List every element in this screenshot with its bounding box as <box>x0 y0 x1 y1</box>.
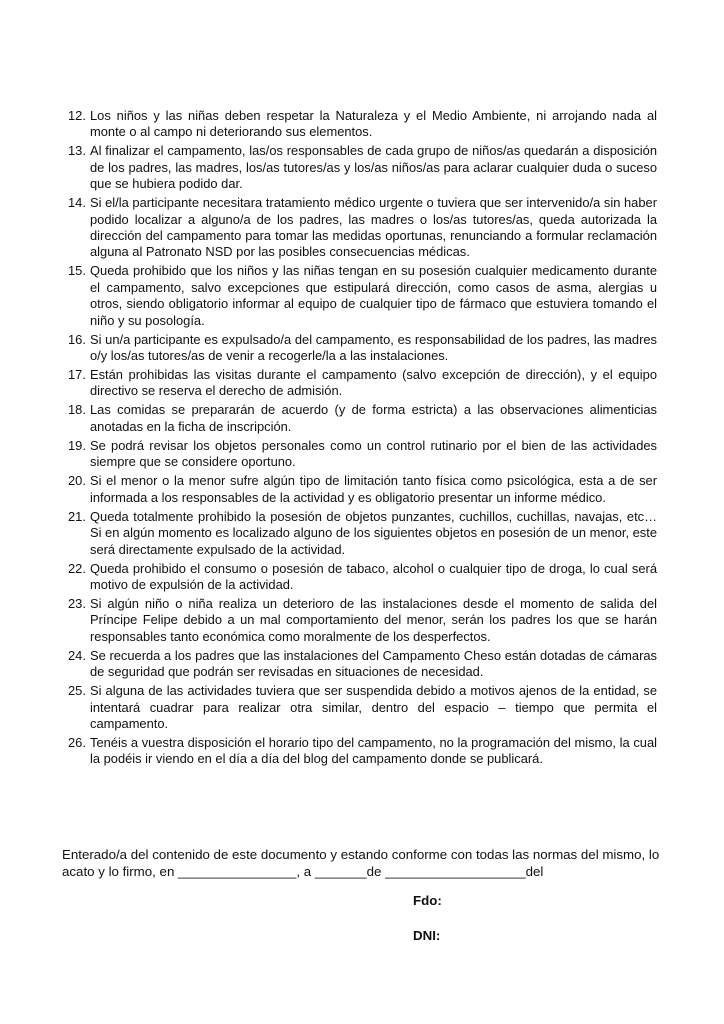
rule-item <box>68 648 657 681</box>
rule-item <box>68 735 657 768</box>
rule-number: 25. <box>68 683 86 699</box>
rule-number: 22. <box>68 560 86 576</box>
rule-item <box>68 195 657 261</box>
rule-number: 19. <box>68 437 86 453</box>
rule-text: Están prohibidas las visitas durante el campamento (salvo excepción de dirección), y el equipo directivo se reserva el derecho de admisión. <box>90 367 657 399</box>
rule-text: Tenéis a vuestra disposición el horario tipo del campamento, no la programación del mismo, la cual la podéis ir viendo en el día a día del blog del campamento donde se publicará. <box>90 734 657 767</box>
rule-number: 16. <box>68 331 86 347</box>
rule-item <box>68 683 657 732</box>
rule-text: Los niños y las niñas deben respetar la Naturaleza y el Medio Ambiente, ni arrojando nada al monte o al campo ni deteriorando sus elementos. <box>90 108 657 140</box>
rule-number: 17. <box>68 367 86 383</box>
rule-item <box>68 402 657 435</box>
rule-item <box>68 438 657 471</box>
rule-item <box>68 561 657 594</box>
rule-number: 13. <box>68 143 86 159</box>
rule-text: Al finalizar el campamento, las/os responsables de cada grupo de niños/as quedarán a disposición de los padres, las madres, los/as tutores/as y los/as niños/as para aclarar cualquier duda o suceso que se hubiera podido dar. <box>90 143 657 192</box>
signature-label: Fdo: <box>413 893 442 908</box>
rules-list <box>68 108 657 770</box>
rule-text: Si el/la participante necesitara tratamiento médico urgente o tuviera que ser intervenido/a sin haber podido localizar a alguno/a de los padres, las madres o los/as tutores/as, queda autorizada la dirección del campamento para tomar las medidas oportunas, renunciando a formular reclamación alguna al Patronato NSD por las posibles consecuencias médicas. <box>90 195 657 260</box>
rule-item <box>68 108 657 141</box>
rule-item <box>68 596 657 645</box>
rule-number: 15. <box>68 263 86 279</box>
rule-text: Si un/a participante es expulsado/a del campamento, es responsabilidad de los padres, las madres o/y los/as tutores/as de venir a recogerle/la a las instalaciones. <box>90 331 657 364</box>
rule-text: Queda prohibido el consumo o posesión de tabaco, alcohol o cualquier tipo de droga, lo cual será motivo de expulsión de la actividad. <box>90 560 657 592</box>
rule-number: 24. <box>68 647 86 663</box>
rule-text: Si alguna de las actividades tuviera que ser suspendida debido a motivos ajenos de la entidad, se intentará cuadrar para realizar otra similar, dentro del espacio – tiempo que permita el campamento. <box>90 683 657 731</box>
rule-item <box>68 367 657 400</box>
rule-number: 12. <box>68 108 86 123</box>
rule-text: Queda totalmente prohibido la posesión de objetos punzantes, cuchillos, cuchillas, navajas, etc…Si en algún momento es localizado alguno de los siguientes objetos en posesión de un menor, este será directamente expulsado de la actividad. <box>90 508 657 557</box>
rule-number: 21. <box>68 508 86 524</box>
consent-statement: Enterado/a del contenido de este documento y estando conforme con todas las normas del mismo, lo acato y lo firmo, en ________________, a _______de ___________________del <box>62 847 660 879</box>
rule-item <box>68 143 657 192</box>
rule-item <box>68 509 657 558</box>
rule-text: Se podrá revisar los objetos personales como un control rutinario por el bien de las actividades siempre que se considere oportuno. <box>90 437 657 470</box>
rule-text: Si el menor o la menor sufre algún tipo de limitación tanto física como psicológica, esta a de ser informada a los responsables de la actividad y es obligatorio presentar un informe médico. <box>90 473 657 505</box>
dni-label: DNI: <box>413 928 441 943</box>
rule-text: Queda prohibido que los niños y las niñas tengan en su posesión cualquier medicamento durante el campamento, salvo excepciones que estipulará dirección, como casos de asma, alergias u otros, siendo obligatorio informar al equipo de cualquier tipo de fármaco que estuviera tomando el niño y su posología. <box>90 263 657 328</box>
rule-number: 26. <box>68 734 86 750</box>
rule-number: 18. <box>68 402 86 418</box>
rule-number: 20. <box>68 473 86 489</box>
rule-text: Si algún niño o niña realiza un deterioro de las instalaciones desde el momento de salida del Príncipe Felipe debido a un mal comportamiento del menor, serán los padres los que se harán responsables tanto económica como moralmente de los desperfectos. <box>90 595 657 644</box>
rule-item <box>68 263 657 329</box>
rule-item <box>68 473 657 506</box>
rule-text: Las comidas se prepararán de acuerdo (y de forma estricta) a las observaciones alimenticias anotadas en la ficha de inscripción. <box>90 402 657 434</box>
rule-item <box>68 332 657 365</box>
rule-number: 14. <box>68 195 86 211</box>
rule-number: 23. <box>68 595 86 611</box>
rule-text: Se recuerda a los padres que las instalaciones del Campamento Cheso están dotadas de cámaras de seguridad que podrán ser revisadas en situaciones de necesidad. <box>90 647 657 680</box>
